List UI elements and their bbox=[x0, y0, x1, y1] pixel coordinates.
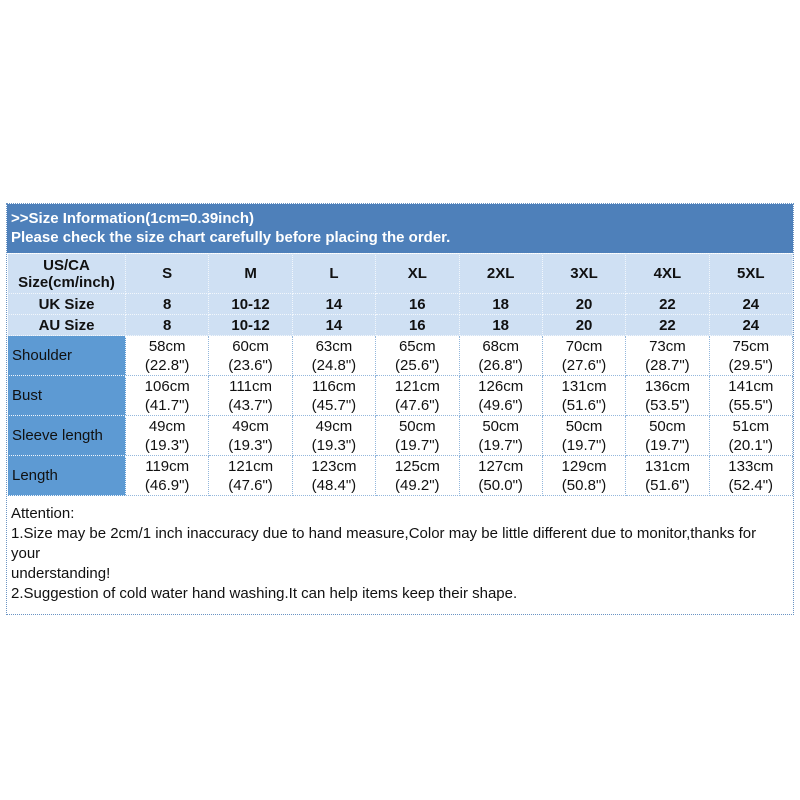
au-size-value: 14 bbox=[292, 315, 375, 336]
measurement-cell bbox=[209, 376, 292, 416]
value-inch: (52.4") bbox=[728, 476, 774, 494]
attention-line-3: 2.Suggestion of cold water hand washing.It can help items keep their shape. bbox=[11, 585, 518, 602]
value-cm: 131cm bbox=[561, 377, 607, 395]
au-size-value: 10-12 bbox=[209, 315, 292, 336]
measurement-cell bbox=[626, 376, 709, 416]
size-info-banner bbox=[7, 204, 793, 253]
value-inch: (47.6") bbox=[228, 476, 273, 494]
value-inch: (55.5") bbox=[728, 396, 774, 414]
value-cm: 121cm bbox=[228, 457, 274, 475]
value-cm: 141cm bbox=[728, 377, 774, 395]
measurement-cell bbox=[459, 376, 542, 416]
measurement-cell bbox=[376, 376, 459, 416]
value-cm: 123cm bbox=[311, 457, 357, 475]
attention-note bbox=[7, 496, 793, 614]
value-cm: 111cm bbox=[229, 377, 272, 395]
value-inch: (51.6") bbox=[561, 396, 607, 414]
value-cm: 50cm bbox=[398, 417, 436, 435]
value-inch: (19.7") bbox=[561, 436, 607, 454]
measurement-label: Bust bbox=[8, 376, 126, 416]
size-col-header: S bbox=[126, 254, 209, 294]
value-cm: 121cm bbox=[394, 377, 440, 395]
value-inch: (19.7") bbox=[395, 436, 440, 454]
value-inch: (19.7") bbox=[645, 436, 690, 454]
value-cm: 50cm bbox=[482, 417, 520, 435]
size-header-row bbox=[8, 254, 793, 294]
value-cm: 75cm bbox=[732, 337, 770, 355]
value-inch: (48.4") bbox=[311, 476, 357, 494]
value-inch: (51.6") bbox=[645, 476, 690, 494]
size-table bbox=[7, 253, 793, 496]
measurement-cell bbox=[542, 416, 625, 456]
au-size-value: 24 bbox=[709, 315, 792, 336]
measurement-label: Length bbox=[8, 456, 126, 496]
value-cm: 49cm bbox=[232, 417, 269, 435]
size-col-header: M bbox=[209, 254, 292, 294]
value-cm: 127cm bbox=[478, 457, 524, 475]
size-col-header: XL bbox=[376, 254, 459, 294]
uk-size-value: 22 bbox=[626, 294, 709, 315]
uk-size-value: 16 bbox=[376, 294, 459, 315]
measurement-cell bbox=[376, 456, 459, 496]
value-cm: 73cm bbox=[649, 337, 686, 355]
value-cm: 119cm bbox=[145, 457, 190, 475]
measurement-cell bbox=[376, 416, 459, 456]
value-cm: 68cm bbox=[482, 337, 520, 355]
value-inch: (23.6") bbox=[228, 356, 273, 374]
value-inch: (19.3") bbox=[311, 436, 357, 454]
au-size-value: 8 bbox=[126, 315, 209, 336]
au-size-row bbox=[8, 315, 793, 336]
value-cm: 50cm bbox=[649, 417, 686, 435]
value-inch: (50.8") bbox=[561, 476, 607, 494]
measurement-cell bbox=[626, 416, 709, 456]
bust-row bbox=[8, 376, 793, 416]
value-cm: 131cm bbox=[644, 457, 690, 475]
au-size-value: 16 bbox=[376, 315, 459, 336]
measurement-cell bbox=[542, 336, 625, 376]
measurement-cell bbox=[709, 336, 792, 376]
size-chart-sheet bbox=[6, 203, 794, 615]
value-inch: (50.0") bbox=[478, 476, 523, 494]
measurement-cell bbox=[126, 416, 209, 456]
measurement-cell bbox=[292, 416, 375, 456]
value-cm: 49cm bbox=[148, 417, 186, 435]
value-cm: 133cm bbox=[728, 457, 774, 475]
uk-size-row bbox=[8, 294, 793, 315]
value-cm: 60cm bbox=[232, 337, 269, 355]
value-inch: (22.8") bbox=[144, 356, 190, 374]
value-inch: (19.7") bbox=[478, 436, 523, 454]
uk-size-value: 24 bbox=[709, 294, 792, 315]
value-inch: (53.5") bbox=[645, 396, 690, 414]
value-inch: (41.7") bbox=[144, 396, 190, 414]
measurement-cell bbox=[292, 456, 375, 496]
value-cm: 125cm bbox=[394, 457, 440, 475]
corner-header: US/CA Size(cm/inch) bbox=[8, 254, 126, 294]
measurement-cell bbox=[626, 456, 709, 496]
measurement-cell bbox=[542, 456, 625, 496]
value-cm: 136cm bbox=[644, 377, 690, 395]
au-size-value: 22 bbox=[626, 315, 709, 336]
value-inch: (19.3") bbox=[228, 436, 273, 454]
value-inch: (47.6") bbox=[395, 396, 440, 414]
size-col-header: 2XL bbox=[459, 254, 542, 294]
value-cm: 63cm bbox=[315, 337, 353, 355]
value-inch: (19.3") bbox=[144, 436, 190, 454]
au-size-label: AU Size bbox=[8, 315, 126, 336]
measurement-cell bbox=[459, 336, 542, 376]
uk-size-value: 20 bbox=[542, 294, 625, 315]
au-size-value: 18 bbox=[459, 315, 542, 336]
uk-size-value: 10-12 bbox=[209, 294, 292, 315]
value-cm: 70cm bbox=[565, 337, 603, 355]
measurement-cell bbox=[709, 416, 792, 456]
value-inch: (24.8") bbox=[311, 356, 357, 374]
measurement-cell bbox=[459, 456, 542, 496]
value-cm: 126cm bbox=[478, 377, 524, 395]
uk-size-value: 14 bbox=[292, 294, 375, 315]
value-cm: 49cm bbox=[315, 417, 353, 435]
value-inch: (25.6") bbox=[395, 356, 440, 374]
value-cm: 50cm bbox=[565, 417, 603, 435]
value-inch: (29.5") bbox=[728, 356, 774, 374]
value-inch: (49.6") bbox=[478, 396, 523, 414]
banner-title: >>Size Information(1cm=0.39inch) bbox=[11, 210, 254, 227]
value-inch: (49.2") bbox=[395, 476, 440, 494]
measurement-cell bbox=[376, 336, 459, 376]
measurement-cell bbox=[209, 456, 292, 496]
measurement-cell bbox=[709, 376, 792, 416]
value-inch: (28.7") bbox=[645, 356, 690, 374]
measurement-cell bbox=[709, 456, 792, 496]
measurement-cell bbox=[209, 416, 292, 456]
measurement-cell bbox=[209, 336, 292, 376]
measurement-cell bbox=[292, 376, 375, 416]
value-inch: (20.1") bbox=[728, 436, 774, 454]
uk-size-value: 18 bbox=[459, 294, 542, 315]
value-cm: 129cm bbox=[561, 457, 607, 475]
measurement-cell bbox=[626, 336, 709, 376]
size-col-header: L bbox=[292, 254, 375, 294]
measurement-cell bbox=[542, 376, 625, 416]
uk-size-label: UK Size bbox=[8, 294, 126, 315]
uk-size-value: 8 bbox=[126, 294, 209, 315]
size-col-header: 3XL bbox=[542, 254, 625, 294]
value-inch: (46.9") bbox=[144, 476, 190, 494]
length-row bbox=[8, 456, 793, 496]
size-col-header: 4XL bbox=[626, 254, 709, 294]
measurement-cell bbox=[126, 456, 209, 496]
attention-line-1: 1.Size may be 2cm/1 inch inaccuracy due to hand measure,Color may be little different due to monitor,thanks for your bbox=[11, 525, 757, 562]
measurement-cell bbox=[126, 336, 209, 376]
measurement-label: Shoulder bbox=[8, 336, 126, 376]
au-size-value: 20 bbox=[542, 315, 625, 336]
value-cm: 51cm bbox=[732, 417, 770, 435]
shoulder-row bbox=[8, 336, 793, 376]
banner-subtitle: Please check the size chart carefully before placing the order. bbox=[11, 229, 451, 246]
value-cm: 58cm bbox=[148, 337, 186, 355]
value-cm: 65cm bbox=[398, 337, 436, 355]
measurement-label: Sleeve length bbox=[8, 416, 126, 456]
measurement-cell bbox=[126, 376, 209, 416]
value-inch: (26.8") bbox=[478, 356, 523, 374]
attention-line-2: understanding! bbox=[11, 565, 111, 582]
measurement-cell bbox=[292, 336, 375, 376]
value-inch: (43.7") bbox=[228, 396, 273, 414]
value-inch: (27.6") bbox=[561, 356, 607, 374]
value-cm: 106cm bbox=[144, 377, 190, 395]
size-col-header: 5XL bbox=[709, 254, 792, 294]
value-inch: (45.7") bbox=[311, 396, 357, 414]
sleeve-length-row bbox=[8, 416, 793, 456]
value-cm: 116cm bbox=[311, 377, 356, 395]
measurement-cell bbox=[459, 416, 542, 456]
attention-title: Attention: bbox=[11, 505, 75, 522]
